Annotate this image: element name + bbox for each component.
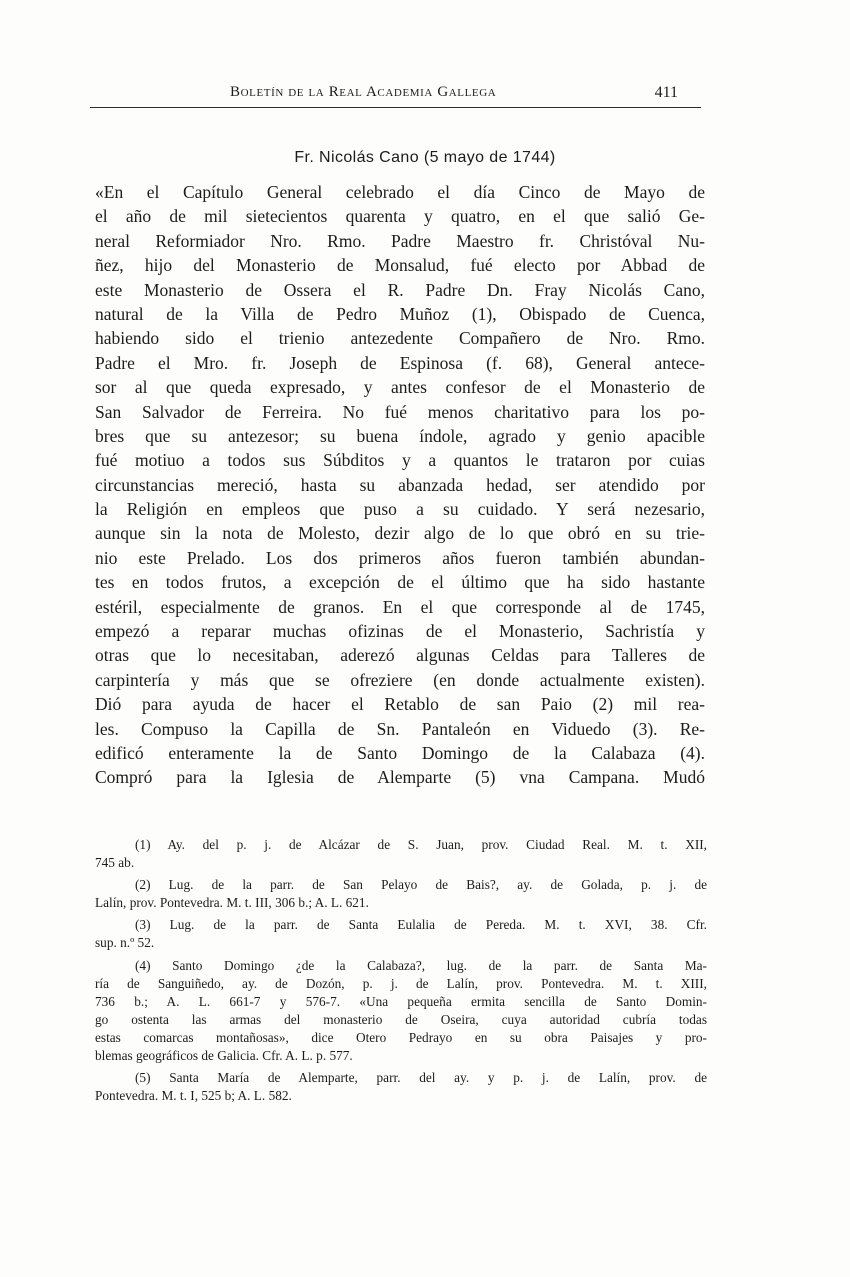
section-heading: Fr. Nicolás Cano (5 mayo de 1744) xyxy=(294,149,556,166)
body-line: nio este Prelado. Los dos primeros años fueron también abundan- xyxy=(95,547,705,568)
footnote xyxy=(95,876,707,912)
body-line: San Salvador de Ferreira. No fué menos charitativo para los po- xyxy=(95,401,705,422)
footnote-line: blemas geográficos de Galicia. Cfr. A. L. p. 577. xyxy=(95,1048,353,1064)
footnote-line: (3) Lug. de la parr. de Santa Eulalia de Pereda. M. t. XVI, 38. Cfr. xyxy=(135,917,707,933)
footnote-line: (1) Ay. del p. j. de Alcázar de S. Juan, prov. Ciudad Real. M. t. XII, xyxy=(135,837,707,852)
body-line: el año de mil sietecientos quarenta y quatro, en el que salió Ge- xyxy=(95,206,705,227)
footnote-line: Pontevedra. M. t. I, 525 b; A. L. 582. xyxy=(95,1088,292,1104)
footnote-line: Lalín, prov. Pontevedra. M. t. III, 306 b.; A. L. 621. xyxy=(95,895,369,911)
body-line: edificó enteramente la de Santo Domingo de la Calabaza (4). xyxy=(95,742,705,763)
footnote-line: 745 ab. xyxy=(95,855,135,871)
body-line: «En el Capítulo General celebrado el día Cinco de Mayo de xyxy=(95,182,705,202)
body-line: carpintería y más que se ofreziere (en donde actualmente existen). xyxy=(95,669,705,690)
footnote-line: 736 b.; A. L. 661-7 y 576-7. «Una pequeña ermita sencilla de Santo Domin- xyxy=(95,993,707,1009)
page-number: 411 xyxy=(654,84,678,101)
body-line: empezó a reparar muchas ofizinas de el Monasterio, Sachristía y xyxy=(95,621,705,642)
footnote xyxy=(95,836,707,872)
body-line: la Religión en empleos que puso a su cuidado. Y será nezesario, xyxy=(95,499,705,520)
footnote xyxy=(95,1069,707,1105)
body-line: fué motiuo a todos sus Súbditos y a quantos le trataron por cuias xyxy=(95,450,705,471)
body-line: les. Compuso la Capilla de Sn. Pantaleón en Viduedo (3). Re- xyxy=(95,718,705,739)
body-line: Dió para ayuda de hacer el Retablo de san Paio (2) mil rea- xyxy=(95,694,705,715)
running-header xyxy=(230,84,700,108)
body-line: aunque sin la nota de Molesto, dezir algo de lo que obró en su trie- xyxy=(95,523,705,544)
body-line: sor al que queda expresado, y antes confesor de el Monasterio de xyxy=(95,377,705,398)
footnote-line: (4) Santo Domingo ¿de la Calabaza?, lug. de la parr. de Santa Ma- xyxy=(135,957,707,973)
body-line: neral Reformiador Nro. Rmo. Padre Maestro fr. Christóval Nu- xyxy=(95,230,705,251)
body-line: Padre el Mro. fr. Joseph de Espinosa (f. 68), General antece- xyxy=(95,352,705,373)
body-line: estéril, especialmente de granos. En el que corresponde al de 1745, xyxy=(95,596,705,617)
body-line: habiendo sido el trienio antezedente Compañero de Nro. Rmo. xyxy=(95,328,705,349)
journal-title: Boletín de la Real Academia Gallega xyxy=(230,84,497,100)
footnote-line: ría de Sanguiñedo, ay. de Dozón, p. j. de Lalín, prov. Pontevedra. M. t. XIII, xyxy=(95,975,707,991)
body-line: tes en todos frutos, a excepción de el último que ha sido hastante xyxy=(95,572,705,593)
footnotes xyxy=(95,836,707,1109)
header-rule xyxy=(90,107,701,108)
footnote-line: (2) Lug. de la parr. de San Pelayo de Bais?, ay. de Golada, p. j. de xyxy=(135,877,707,893)
body-line: este Monasterio de Ossera el R. Padre Dn. Fray Nicolás Cano, xyxy=(95,279,705,300)
body-line: otras que lo necesitaban, aderezó algunas Celdas para Talleres de xyxy=(95,645,705,666)
body-line: bres que su antezesor; su buena índole, agrado y genio apacible xyxy=(95,425,705,446)
body-line: Compró para la Iglesia de Alemparte (5) vna Campana. Mudó xyxy=(95,767,705,788)
footnote xyxy=(95,957,707,1066)
footnote xyxy=(95,916,707,952)
body-line: natural de la Villa de Pedro Muñoz (1), Obispado de Cuenca, xyxy=(95,303,705,324)
body-text xyxy=(95,180,705,790)
body-line: circunstancias mereció, hasta su abanzada hedad, ser atendido por xyxy=(95,474,705,495)
footnote-line: go ostenta las armas del monasterio de Oseira, cuya autoridad cubría todas xyxy=(95,1011,707,1027)
footnote-line: sup. n.º 52. xyxy=(95,935,155,951)
footnote-line: estas comarcas montañosas», dice Otero Pedrayo en su obra Paisajes y pro- xyxy=(95,1029,707,1045)
footnote-line: (5) Santa María de Alemparte, parr. del ay. y p. j. de Lalín, prov. de xyxy=(135,1070,707,1086)
body-line: ñez, hijo del Monasterio de Monsalud, fué electo por Abbad de xyxy=(95,255,705,276)
